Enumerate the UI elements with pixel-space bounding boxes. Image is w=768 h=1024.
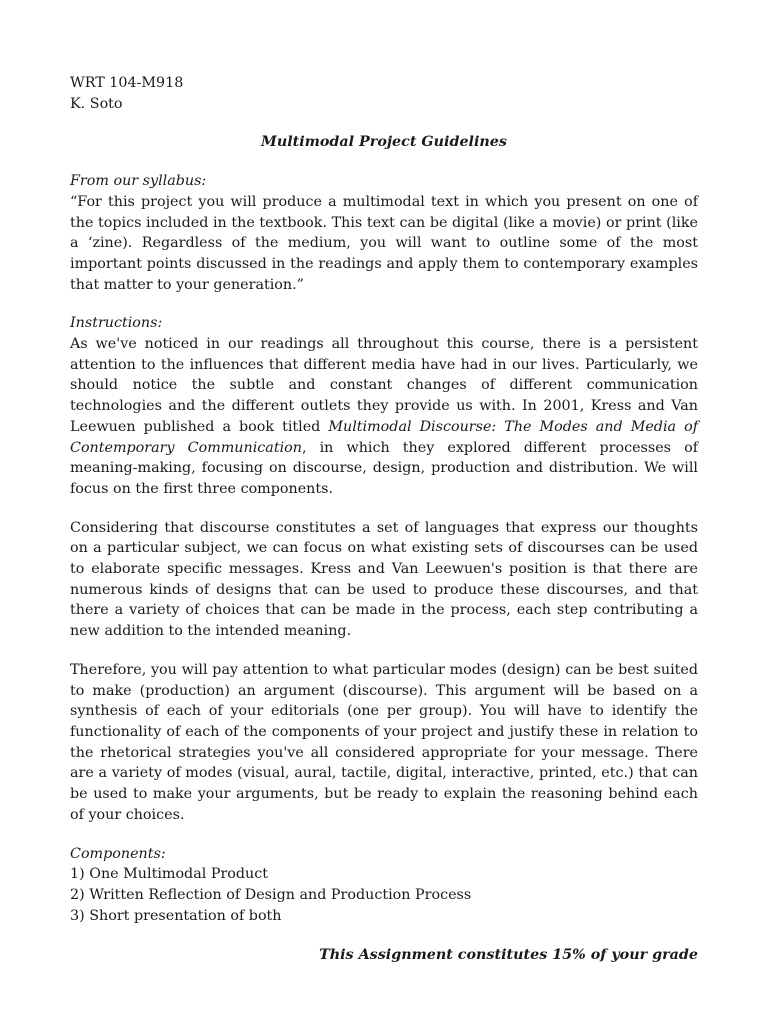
instructions-p1-end: , in which they explored different processes of meaning-making, focusing on discourse, design, production and distribution. We will focus on the first three components.	[70, 439, 699, 497]
component-item: 1) One Multimodal Product	[70, 866, 269, 883]
course-code: WRT 104-M918	[70, 75, 184, 91]
document-title: Multimodal Project Guidelines	[261, 134, 507, 151]
instructor-name: K. Soto	[70, 95, 123, 112]
syllabus-quote: “For this project you will produce a multimodal text in which you present on one of the topics included in the textbook. This text can be digital (like a movie) or print (like a ‘zine). Regardless of the medium, you will want to outline some of the most important points discussed in the readings and apply them to contemporary examples that matter to your generation.”	[70, 193, 698, 293]
instructions-label: Instructions:	[70, 315, 163, 332]
book-title: Multimodal Discourse: The Modes and Media of Contemporary Communication	[70, 418, 698, 456]
instructions-section	[70, 313, 698, 825]
grade-note: This Assignment constitutes 15% of your grade	[319, 947, 698, 964]
instructions-paragraph-1	[70, 334, 698, 500]
instructions-p1-start: As we've noticed in our readings all throughout this course, there is a persistent attention to the influences that different media have had in our lives. Particularly, we should notice the subtle and constant changes of different communication technologies and the different outlets they provide us with. In 2001, Kress and Van Leewuen published a book titled	[70, 336, 698, 435]
syllabus-label: From our syllabus:	[70, 173, 207, 190]
syllabus-section	[70, 171, 698, 295]
component-item: 3) Short presentation of both	[70, 907, 282, 924]
components-list	[70, 864, 698, 926]
component-item: 2) Written Reflection of Design and Production Process	[70, 886, 472, 903]
components-label: Components:	[70, 845, 166, 862]
document-page	[70, 73, 698, 966]
instructions-paragraph-3: Therefore, you will pay attention to what particular modes (design) can be best suited to make (production) an argument (discourse). This argument will be based on a synthesis of each of your editorials (one per group). You will have to identify the functionality of each of the components of your project and justify these in relation to the rhetorical strategies you've all considered appropriate for your message. There are a variety of modes (visual, aural, tactile, digital, interactive, printed, etc.) that can be used to make your arguments, but be ready to explain the reasoning behind each of your choices.	[70, 661, 698, 823]
components-section	[70, 844, 698, 927]
instructions-paragraph-2: Considering that discourse constitutes a set of languages that express our thoughts on a particular subject, we can focus on what existing sets of discourses can be used to elaborate specific messages. Kress and Van Leewuen's position is that there are numerous kinds of designs that can be used to produce these discourses, and that there a variety of choices that can be made in the process, each step contributing a new addition to the intended meaning.	[70, 519, 698, 640]
